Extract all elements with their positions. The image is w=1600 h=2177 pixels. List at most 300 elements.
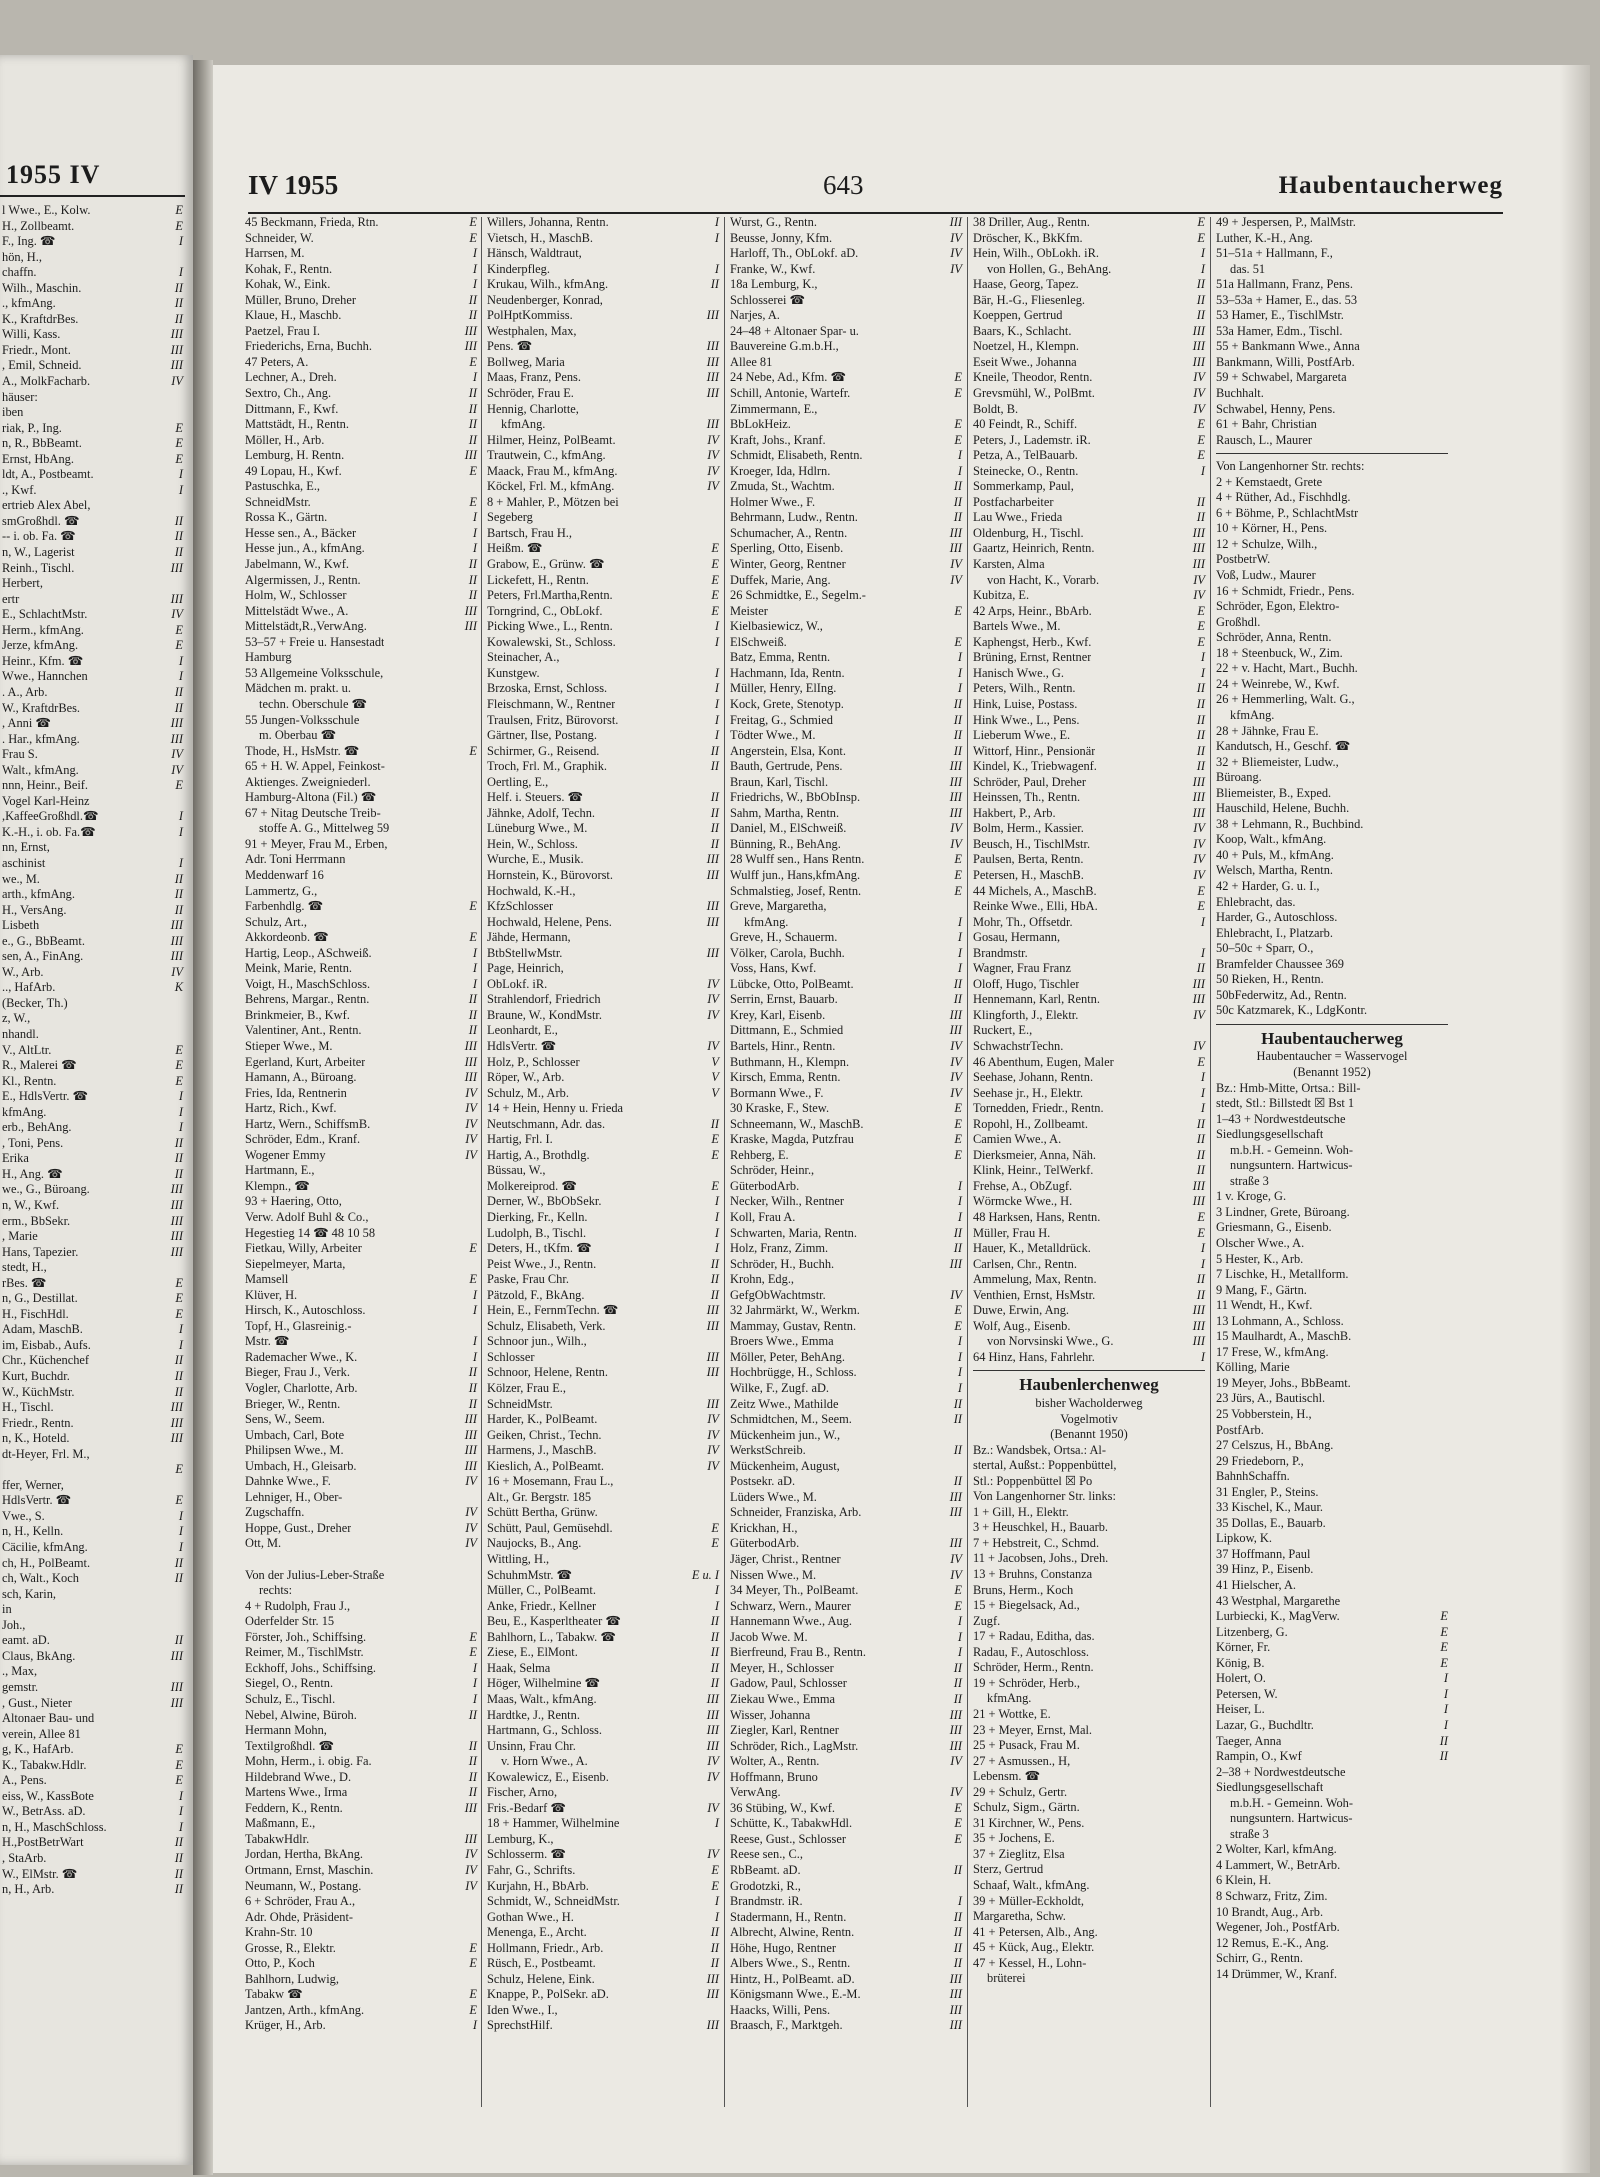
resident-entry [487,1847,719,1863]
left-header-rule [0,195,185,197]
floor-marker: III [949,1536,962,1551]
entry-text: Mammay, Gustav, Rentn. [730,1318,857,1333]
resident-entry [245,1272,477,1288]
entry-text: m.b.H. - Gemeinn. Woh- [1230,1142,1354,1157]
resident-entry [973,293,1205,309]
entry-text: Kindel, K., Triebwagenf. [973,759,1097,774]
left-entry-line [2,405,187,421]
entry-text: Kaphengst, Herb., Kwf. [973,634,1092,649]
entry-text: Troch, Frl. M., Graphik. [487,759,608,774]
entry-text: Paske, Frau Chr. [487,1272,569,1287]
resident-entry [973,370,1205,386]
floor-marker: II [953,1862,962,1877]
entry-text: Albers Wwe., S., Rentn. [730,1956,851,1971]
resident-entry [245,1754,477,1770]
house-entry [1216,1594,1448,1610]
resident-entry [487,246,719,262]
entry-text: Nissen Wwe., M. [730,1567,817,1582]
left-entry-floor: E [175,1306,183,1321]
house-entry [1216,1936,1448,1952]
floor-marker: IV [950,557,962,572]
resident-entry [730,541,962,557]
left-entry-line [2,1524,187,1540]
resident-entry [973,759,1205,775]
entry-text: SchneidMstr. [487,1396,553,1411]
column-5 [1216,215,1448,1982]
entry-text: Tödter Wwe., M. [730,728,816,743]
entry-text: 45 + Kück, Aug., Elektr. [973,1940,1095,1955]
resident-entry [245,1785,477,1801]
left-entry-floor: II [174,311,183,326]
floor-marker: II [468,1023,477,1038]
resident-entry [487,1226,719,1242]
house-entry [1216,537,1448,553]
resident-entry [1216,615,1448,631]
entry-text: Westphalen, Max, [487,323,577,338]
resident-entry [730,1754,962,1770]
entry-text: Hakbert, P., Arb. [973,805,1056,820]
floor-marker: II [710,821,719,836]
floor-marker: IV [465,1116,477,1131]
entry-text: Winter, Georg, Rentner [730,557,846,572]
floor-marker: IV [950,1054,962,1069]
floor-marker: III [706,339,719,354]
house-entry [973,1055,1205,1071]
entry-text: HdlsVertr. ☎ [487,1038,557,1053]
floor-marker: II [953,1691,962,1706]
floor-marker: IV [707,1038,719,1053]
floor-marker: IV [707,1412,719,1427]
entry-text: Schnoor, Helene, Rentn. [487,1365,608,1380]
floor-marker: E [469,1272,477,1287]
entry-text: Stieper Wwe., M. [245,1038,333,1053]
resident-entry [730,775,962,791]
house-entry [1216,1905,1448,1921]
left-entry-line [2,1804,187,1820]
left-entry-text: aschinist [2,855,46,870]
entry-text: Wogener Emmy [245,1147,326,1162]
resident-entry [973,666,1205,682]
resident-entry [487,1661,719,1677]
entry-text: Tornedden, Friedr., Rentn. [973,1101,1104,1116]
resident-entry [487,1148,719,1164]
left-entry-text: .., HafArb. [2,980,56,995]
left-entry-text: nn, Ernst, [2,840,50,855]
left-entry-text: ertr [2,591,20,606]
entry-text: Köckel, Frl. M., kfmAng. [487,479,615,494]
left-entry-floor [183,390,187,406]
floor-marker: I [714,696,719,711]
floor-marker: II [710,1645,719,1660]
resident-entry [245,899,477,915]
floor-marker: III [949,774,962,789]
floor-marker: IV [707,479,719,494]
resident-entry [487,417,719,433]
resident-entry [973,541,1205,557]
floor-marker: E [1197,899,1205,914]
left-entry-floor: II [174,700,183,715]
resident-entry [730,2018,962,2034]
entry-text: Sextro, Ch., Ang. [245,386,332,401]
left-entry-line [2,1835,187,1851]
resident-entry [487,1365,719,1381]
resident-entry [245,1863,477,1879]
resident-entry [730,1661,962,1677]
entry-text: Aktienges. Zweigniederl. [245,774,371,789]
left-entry-line [2,1214,187,1230]
entry-text: Hardtke, J., Rentn. [487,1707,580,1722]
floor-marker: II [710,836,719,851]
resident-entry [973,1148,1205,1164]
entry-text: 26 + Hemmerling, Walt. G., [1216,692,1355,707]
entry-text: Bartels, Hinr., Rentn. [730,1038,836,1053]
left-entry-text: stedt, H., [2,1260,47,1275]
left-entry-line [2,592,187,608]
entry-text: Albrecht, Alwine, Rentn. [730,1925,855,1940]
left-entry-floor: I [178,1508,183,1523]
resident-entry [973,635,1205,651]
resident-entry [730,1832,962,1848]
entry-text: brüterei [987,1971,1026,1986]
entry-text: Schnoor jun., Wilh., [487,1334,587,1349]
street-heading: Haubenlerchenweg [1019,1375,1159,1395]
left-entry-floor: I [178,1819,183,1834]
resident-entry [487,1241,719,1257]
left-entry-floor: E [175,638,183,653]
house-entry [973,1520,1205,1536]
entry-text: Kneile, Theodor, Rentn. [973,370,1093,385]
entry-text: Gaartz, Heinrich, Rentn. [973,541,1095,556]
left-entry-floor: III [170,918,183,933]
entry-text: Büssau, W., [487,1163,546,1178]
floor-marker: IV [707,463,719,478]
floor-marker: III [1192,1318,1205,1333]
entry-text: Greve, Margaretha, [730,899,827,914]
resident-entry [973,1303,1205,1319]
entry-text: Mittelstädt,R.,VerwAng. [245,619,367,634]
floor-marker: I [1200,1085,1205,1100]
resident-entry [245,246,477,262]
left-entry-text: ldt, A., Postbeamt. [2,467,94,482]
resident-entry [487,1086,719,1102]
resident-entry [973,433,1205,449]
resident-entry [730,1568,962,1584]
entry-text: BbLokHeiz. [730,417,791,432]
resident-entry [973,1241,1205,1257]
entry-text: Röper, W., Arb. [487,1070,565,1085]
floor-marker: IV [465,1132,477,1147]
entry-text: Müller, Frau H. [973,1225,1051,1240]
floor-marker: I [957,681,962,696]
left-entry-line [2,467,187,483]
left-entry-floor: IV [171,374,183,389]
house-entry [1216,370,1448,386]
entry-text: GüterbodArb. [730,1536,800,1551]
entry-text: Wilke, F., Zugf. aD. [730,1381,829,1396]
resident-entry [487,1972,719,1988]
resident-entry [245,1148,477,1164]
floor-marker: II [710,1256,719,1271]
floor-marker: II [468,292,477,307]
left-entry-floor: IV [171,964,183,979]
entry-text: 24 + Weinrebe, W., Kwf. [1216,676,1340,691]
resident-entry [487,1630,719,1646]
left-entry-text: Friedr., Mont. [2,342,71,357]
floor-marker: I [957,1614,962,1629]
left-entry-text: Herbert, [2,576,43,591]
entry-text: (Benannt 1950) [1050,1427,1128,1442]
entry-text: bisher Wacholderweg [1035,1396,1143,1411]
entry-text: Holert, O. [1216,1671,1266,1686]
resident-entry [973,277,1205,293]
floor-marker: I [472,1287,477,1302]
floor-marker: I [714,1598,719,1613]
resident-entry [730,1381,962,1397]
resident-entry [487,479,719,495]
floor-marker: II [953,992,962,1007]
entry-text: Schütte, K., TabakwHdl. [730,1816,853,1831]
entry-text: Wurst, G., Rentn. [730,215,817,229]
resident-entry [730,1117,962,1133]
entry-text: Mohr, Th., Offsetdr. [973,914,1073,929]
entry-text: Hartig, Frl. I. [487,1132,553,1147]
house-entry [245,806,477,822]
entry-text: Franke, W., Kwf. [730,261,816,276]
entry-text: 3 + Heuschkel, H., Bauarb. [973,1520,1108,1535]
floor-marker: III [1192,339,1205,354]
resident-entry [245,433,477,449]
entry-text [245,1552,248,1568]
left-entry-floor: E [175,1291,183,1306]
entry-text: Grosse, R., Elektr. [245,1940,336,1955]
resident-entry [973,1458,1205,1474]
entry-text: Krüger, H., Arb. [245,2018,326,2033]
entry-text: Kroeger, Ida, Hdlrn. [730,463,831,478]
left-entry-floor: II [174,545,183,560]
entry-text: 53 Hamer, E., TischlMstr. [1216,308,1344,323]
resident-entry [730,1676,962,1692]
entry-text: Hanisch Wwe., G. [973,665,1064,680]
entry-text: 38 Driller, Aug., Rentn. [973,215,1090,229]
floor-marker: III [464,603,477,618]
entry-text: Kölling, Marie [1216,1360,1290,1375]
left-entry-text: rBes. ☎ [2,1275,47,1290]
left-entry-text: n, K., Hoteld. [2,1431,70,1446]
resident-entry [487,1397,719,1413]
column-divider [967,217,968,2107]
left-entry-text: W., KüchMstr. [2,1384,75,1399]
resident-entry [245,1661,477,1677]
left-entry-line [2,1493,187,1509]
entry-text: 26 Schmidtke, E., Segelm.- [730,588,866,603]
left-entry-line [2,1322,187,1338]
house-entry [245,355,477,371]
resident-entry [487,1350,719,1366]
left-entry-line [2,1074,187,1090]
entry-text: Geiken, Christ., Techn. [487,1427,602,1442]
house-entry [1216,1873,1448,1889]
house-entry [1216,1516,1448,1532]
resident-entry [973,386,1205,402]
floor-marker: II [468,588,477,603]
left-entry-text: hön, H., [2,249,42,264]
floor-marker: IV [1193,401,1205,416]
entry-text: BtbStellwMstr. [487,945,563,960]
left-entry-floor [183,1618,187,1634]
resident-entry [245,1365,477,1381]
resident-entry [245,417,477,433]
resident-entry [1216,910,1448,926]
resident-entry [487,1583,719,1599]
floor-marker: I [714,1909,719,1924]
floor-marker: E [469,2002,477,2017]
entry-text: 7 + Hebstreit, C., Schmd. [973,1535,1100,1550]
entry-text: Klingforth, J., Elektr. [973,1007,1079,1022]
entry-text: Schröder, Heinr., [730,1163,815,1178]
entry-text: Zmuda, St., Wachtm. [730,479,835,494]
left-entry-line [2,1058,187,1074]
left-entry-line [2,250,187,266]
floor-marker: III [706,1318,719,1333]
resident-entry [245,1163,477,1179]
house-entry [1216,677,1448,693]
entry-text: 23 + Meyer, Ernst, Mal. [973,1722,1093,1737]
entry-text: nungsuntern. Hartwicus- [1230,1811,1353,1826]
resident-entry [730,402,962,418]
entry-text: Koeppen, Gertrud [973,308,1063,323]
entry-text: Schröder, Anna, Rentn. [1216,630,1332,645]
entry-text: Freitag, G., Schmied [730,712,833,727]
resident-entry [730,1956,962,1972]
floor-marker: IV [950,261,962,276]
entry-text: Helf. i. Steuers. ☎ [487,790,583,805]
entry-text: Hein, Wilh., ObLokh. iR. [973,246,1099,261]
entry-text: TabakwHdlr. [245,1831,310,1846]
house-entry [1216,1391,1448,1407]
entry-text: Umbach, H., Gleisarb. [245,1458,357,1473]
floor-marker: E [711,557,719,572]
entry-text: straße 3 [1230,1826,1269,1841]
resident-entry [487,1428,719,1444]
entry-text: 1 v. Kroge, G. [1216,1189,1287,1204]
resident-entry [487,355,719,371]
resident-entry [1216,433,1448,449]
floor-marker: E [954,1116,962,1131]
entry-text: 12 Remus, E.-K., Ang. [1216,1935,1329,1950]
resident-entry [973,1489,1205,1505]
floor-marker: I [1200,1241,1205,1256]
entry-text: Schlosserm. ☎ [487,1847,566,1862]
entry-text: Hennemann, Karl, Rentn. [973,992,1100,1007]
entry-text: Schröder, Edm., Kranf. [245,1132,361,1147]
entry-text: Förster, Joh., Schiffsing. [245,1629,367,1644]
left-entry-floor: III [170,1695,183,1710]
resident-entry [973,1862,1205,1878]
house-entry [973,1785,1205,1801]
entry-text: Margaretha, Schw. [973,1909,1066,1924]
resident-entry [487,262,719,278]
resident-entry [1216,1625,1448,1641]
entry-text: Sens, W., Seem. [245,1412,325,1427]
left-entry-floor: E [175,1757,183,1772]
floor-marker: III [949,525,962,540]
left-entry-line [2,996,187,1012]
resident-entry [1216,1174,1448,1190]
entry-text: Tabakw ☎ [245,1987,303,2002]
house-entry [245,666,477,682]
entry-text: Wisser, Johanna [730,1707,811,1722]
entry-text: stertal, Außst.: Poppenbüttel, [973,1458,1117,1473]
left-entry-floor: E [175,436,183,451]
resident-entry [730,1490,962,1506]
entry-text: 8 Schwarz, Fritz, Zim. [1216,1888,1328,1903]
entry-text: Krey, Karl, Eisenb. [730,1007,826,1022]
entry-text: 33 Kischel, K., Maur. [1216,1500,1324,1515]
resident-entry [487,1288,719,1304]
resident-entry [973,355,1205,371]
floor-marker: II [1196,308,1205,323]
entry-text: Bartels Wwe., M. [973,619,1061,634]
resident-entry [487,339,719,355]
entry-text: Hildebrand Wwe., D. [245,1769,352,1784]
resident-entry [245,930,477,946]
resident-entry [973,713,1205,729]
left-entry-line [2,1385,187,1401]
entry-text: Hein, W., Schloss. [487,836,578,851]
entry-text: Schneider, Franziska, Arb. [730,1505,862,1520]
entry-text: 16 + Mosemann, Frau L., [487,1474,614,1489]
entry-text: Kieslich, A., PolBeamt. [487,1458,605,1473]
resident-entry [1216,1702,1448,1718]
house-entry [1216,1858,1448,1874]
floor-marker: III [949,790,962,805]
floor-marker: E [469,1987,477,2002]
resident-entry [487,215,719,231]
entry-text: 50–50c + Sparr, O., [1216,941,1314,956]
resident-entry [487,852,719,868]
entry-text: Großhdl. [1216,614,1261,629]
entry-text: Von der Julius-Leber-Straße [245,1567,385,1582]
entry-text: Hesse sen., A., Bäcker [245,525,357,540]
resident-entry [973,1691,1205,1707]
entry-text: Otto, P., Koch [245,1956,315,1971]
entry-text: PostbetrW. [1216,552,1271,567]
floor-marker: III [706,1349,719,1364]
left-entry-floor: III [170,560,183,575]
floor-marker: E [1197,634,1205,649]
resident-entry [487,1163,719,1179]
entry-text: Maas, Franz, Pens. [487,370,581,385]
left-entry-text: , StaArb. [2,1850,47,1865]
entry-text: 28 + Jähnke, Frau E. [1216,723,1319,738]
resident-entry [973,1163,1205,1179]
entry-text: Lurbiecki, K., MagVerw. [1216,1609,1340,1624]
floor-marker: E [469,230,477,245]
entry-text: Hochwald, Helene, Pens. [487,914,612,929]
entry-text: 65 + H. W. Appel, Feinkost- [245,759,385,774]
house-entry [487,1101,719,1117]
entry-text: Jäger, Christ., Rentner [730,1552,841,1567]
entry-text: 18 + Steenbuck, W., Zim. [1216,645,1343,660]
left-entry-floor: III [170,731,183,746]
entry-text: 64 Hinz, Hans, Fahrlehr. [973,1349,1095,1364]
entry-text: 50c Katzmarek, K., LdgKontr. [1216,1003,1368,1018]
entry-text: Jähnke, Adolf, Techn. [487,805,595,820]
entry-text: Lechner, A., Dreh. [245,370,337,385]
entry-text: Kraft, Johs., Kranf. [730,432,826,447]
entry-text: 10 Brandt, Aug., Arb. [1216,1904,1324,1919]
floor-marker: II [468,1707,477,1722]
